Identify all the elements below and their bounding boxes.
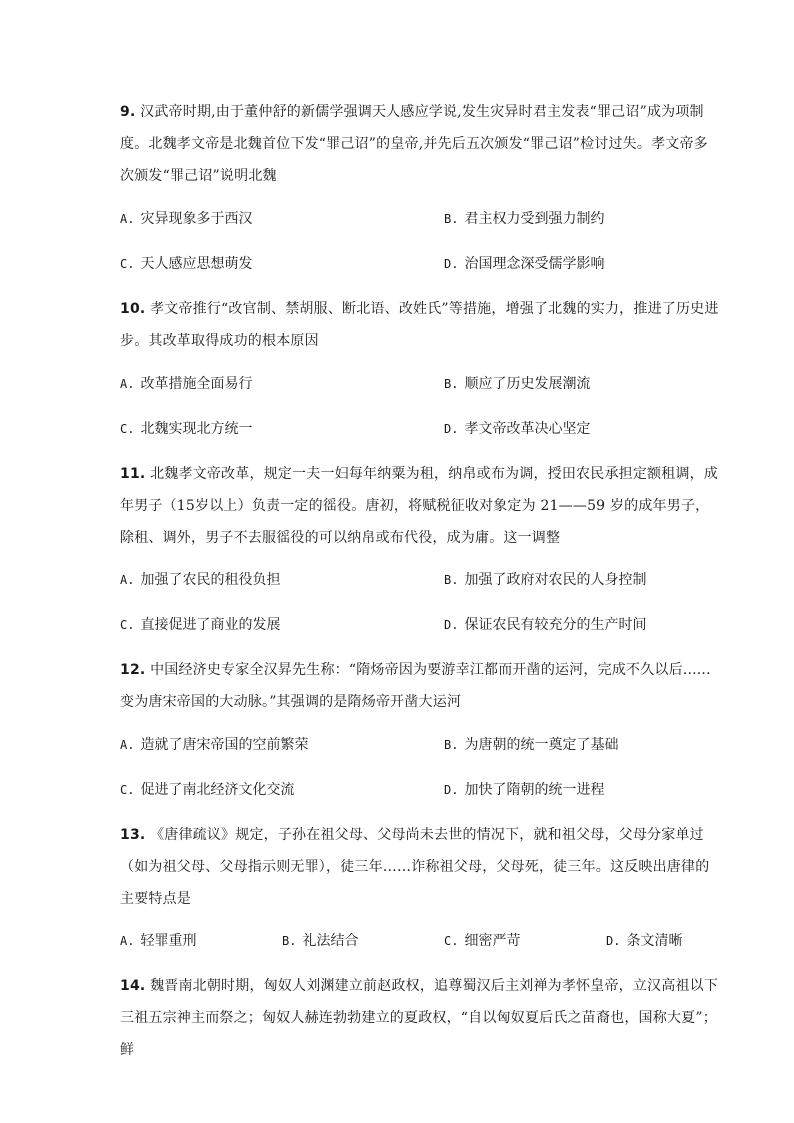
option-b[interactable]: B. 加强了政府对农民的人身控制: [444, 572, 647, 588]
option-a[interactable]: A. 改革措施全面易行: [120, 376, 253, 392]
option-d[interactable]: D. 治国理念深受儒学影响: [444, 256, 605, 272]
option-c[interactable]: C. 北魏实现北方统一: [120, 421, 253, 437]
option-b[interactable]: B. 君主权力受到强力制约: [444, 211, 605, 227]
option-a[interactable]: A. 灾异现象多于西汉: [120, 211, 253, 227]
question-10-stem: [120, 293, 720, 357]
option-c[interactable]: C. 促进了南北经济文化交流: [120, 782, 295, 798]
option-b[interactable]: B. 顺应了历史发展潮流: [444, 376, 591, 392]
question-text: 北魏孝文帝改革，规定一夫一妇每年纳粟为租，纳帛或布为调，授田农民承担定额租调，成年男子（15岁以上）负责一定的徭役。唐初，将赋税征收对象定为 21——59 岁的成年男子，除租、调外，男子不去服徭役的可以纳帛或布代役，成为庸。这一调整: [120, 466, 719, 546]
question-number: 9.: [120, 104, 136, 120]
option-a[interactable]: A. 轻罪重刑: [120, 933, 197, 949]
question-text: 孝文帝推行“改官制、禁胡服、断北语、改姓氏”等措施，增强了北魏的实力，推进了历史进步。其改革取得成功的根本原因: [120, 301, 719, 349]
option-a[interactable]: A. 造就了唐宋帝国的空前繁荣: [120, 737, 309, 753]
question-text: 汉武帝时期,由于董仲舒的新儒学强调天人感应学说,发生灾异时君主发表“罪己诏”成为项制度。北魏孝文帝是北魏首位下发“罪己诏”的皇帝,并先后五次颁发“罪己诏”检讨过失。孝文帝多次颁发“罪己诏”说明北魏: [120, 104, 708, 184]
option-d[interactable]: D. 保证农民有较充分的生产时间: [444, 617, 647, 633]
question-text: 中国经济史专家全汉昇先生称：“隋炀帝因为要游幸江都而开凿的运河，完成不久以后......变为唐宋帝国的大动脉。”其强调的是隋炀帝开凿大运河: [120, 662, 711, 710]
question-number: 14.: [120, 978, 146, 994]
question-13-stem: [120, 819, 720, 915]
option-d[interactable]: D. 条文清晰: [606, 933, 683, 949]
option-d[interactable]: D. 孝文帝改革决心坚定: [444, 421, 591, 437]
question-12-stem: [120, 654, 720, 718]
option-c[interactable]: C. 细密严苛: [444, 933, 521, 949]
question-text: 《唐律疏议》规定，子孙在祖父母、父母尚未去世的情况下，就和祖父母，父母分家单过（如为祖父母、父母指示则无罪），徒三年……诈称祖父母，父母死，徒三年。这反映出唐律的主要特点是: [120, 827, 710, 907]
question-11-stem: [120, 458, 720, 554]
question-number: 11.: [120, 466, 146, 482]
question-number: 13.: [120, 827, 146, 843]
option-a[interactable]: A. 加强了农民的租役负担: [120, 572, 281, 588]
question-text: 魏晋南北朝时期，匈奴人刘渊建立前赵政权，追尊蜀汉后主刘禅为孝怀皇帝，立汉高祖以下三祖五宗神主而祭之；匈奴人赫连勃勃建立的夏政权，“自以匈奴夏后氏之苗裔也，国称大夏”；鲜: [120, 978, 719, 1058]
question-9-stem: [120, 96, 720, 192]
question-14-stem: [120, 970, 720, 1066]
option-c[interactable]: C. 直接促进了商业的发展: [120, 617, 281, 633]
option-b[interactable]: B. 礼法结合: [282, 933, 359, 949]
question-number: 10.: [120, 301, 146, 317]
option-c[interactable]: C. 天人感应思想萌发: [120, 256, 253, 272]
option-d[interactable]: D. 加快了隋朝的统一进程: [444, 782, 605, 798]
option-b[interactable]: B. 为唐朝的统一奠定了基础: [444, 737, 619, 753]
question-number: 12.: [120, 662, 146, 678]
